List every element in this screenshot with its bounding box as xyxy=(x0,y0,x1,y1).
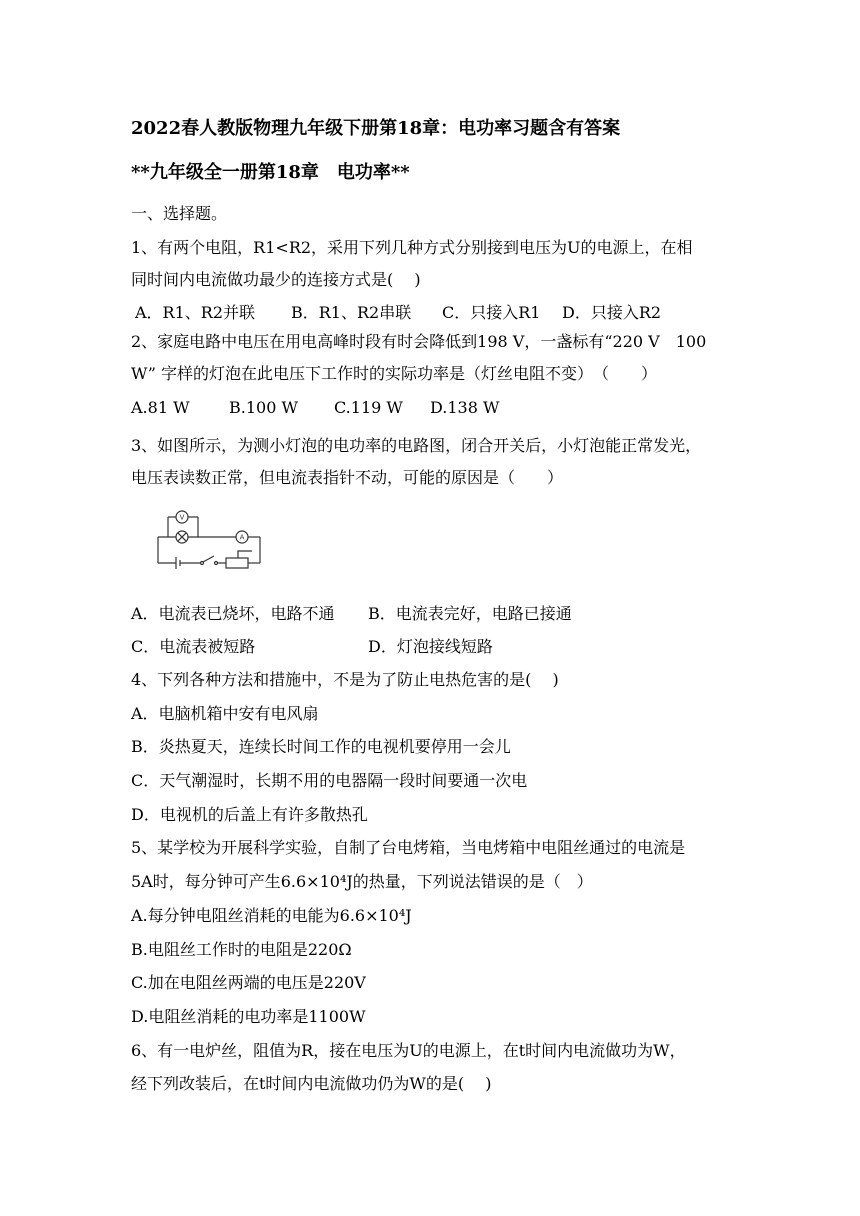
question-2-option-a: A.81 W xyxy=(131,398,190,417)
question-5-line-1: 5、某学校为开展科学实验，自制了台电烤箱，当电烤箱中电阻丝通过的电流是 xyxy=(131,838,686,857)
question-1-line-2: 同时间内电流做功最少的连接方式是( ) xyxy=(131,270,421,289)
circuit-diagram xyxy=(156,507,268,571)
question-4-option-b: B．炎热夏天，连续长时间工作的电视机要停用一会儿 xyxy=(131,737,511,756)
question-6-line-2: 经下列改装后，在t时间内电流做功仍为W的是( ) xyxy=(131,1074,492,1093)
question-3-option-c: C．电流表被短路 xyxy=(131,637,256,656)
question-3-option-a: A．电流表已烧坏，电路不通 xyxy=(131,604,335,623)
switch-contact xyxy=(215,562,218,565)
question-4-option-c: C．天气潮湿时，长期不用的电器隔一段时间要通一次电 xyxy=(131,771,528,790)
document-title: 2022春人教版物理九年级下册第18章：电功率习题含有答案 xyxy=(131,118,621,139)
question-1-option-b: B．R1、R2串联 xyxy=(291,303,412,322)
question-1-option-c: C．只接入R1 xyxy=(442,303,541,322)
chapter-subtitle: **九年级全一册第18章 电功率** xyxy=(131,162,410,183)
question-3-line-2: 电压表读数正常，但电流表指针不动，可能的原因是（ ） xyxy=(131,468,564,487)
question-3-options-row-1 xyxy=(131,604,572,624)
question-4-line-1: 4、下列各种方法和措施中，不是为了防止电热危害的是( ) xyxy=(131,670,559,689)
question-2-option-d: D.138 W xyxy=(430,398,500,417)
question-1-option-d: D．只接入R2 xyxy=(562,303,662,322)
rheostat-icon xyxy=(226,558,248,568)
question-5-option-a: A.每分钟电阻丝消耗的电能为6.6×10⁴J xyxy=(131,906,412,925)
section-heading: 一、选择题。 xyxy=(131,204,228,223)
question-2-option-c: C.119 W xyxy=(334,398,403,417)
question-3-options-row-2 xyxy=(131,637,493,657)
question-6-line-1: 6、有一电炉丝，阻值为R，接在电压为U的电源上，在t时间内电流做功为W， xyxy=(131,1041,686,1060)
question-3-option-d: D．灯泡接线短路 xyxy=(368,637,493,656)
question-1-option-a: A．R1、R2并联 xyxy=(135,303,256,322)
question-3-option-b: B．电流表完好，电路已接通 xyxy=(368,604,572,623)
question-4-option-a: A．电脑机箱中安有电风扇 xyxy=(131,704,319,723)
question-2-line-1: 2、家庭电路中电压在用电高峰时段有时会降低到198 V，一盏标有“220 V 100 xyxy=(131,332,707,351)
question-2-options xyxy=(131,398,499,418)
question-3-line-1: 3、如图所示，为测小灯泡的电功率的电路图，闭合开关后，小灯泡能正常发光， xyxy=(131,436,702,455)
question-2-line-2: W” 字样的灯泡在此电压下工作时的实际功率是（灯丝电阻不变） （ ） xyxy=(131,364,658,383)
voltmeter-letter: V xyxy=(179,513,185,522)
ammeter-letter: A xyxy=(239,533,245,542)
question-1-options xyxy=(135,303,661,323)
rheostat-slider xyxy=(238,551,252,558)
question-1-line-1: 1、有两个电阻，R1<R2，采用下列几种方式分别接到电压为U的电源上，在相 xyxy=(131,238,693,257)
switch-lever xyxy=(203,556,214,562)
question-4-option-d: D．电视机的后盖上有许多散热孔 xyxy=(131,805,368,824)
question-5-option-c: C.加在电阻丝两端的电压是220V xyxy=(131,973,366,992)
question-5-option-d: D.电阻丝消耗的电功率是1100W xyxy=(131,1007,366,1026)
question-5-option-b: B.电阻丝工作时的电阻是220Ω xyxy=(131,940,352,959)
question-5-line-2: 5A时，每分钟可产生6.6×10⁴J的热量，下列说法错误的是（ ） xyxy=(131,872,593,891)
question-2-option-b: B.100 W xyxy=(229,398,298,417)
